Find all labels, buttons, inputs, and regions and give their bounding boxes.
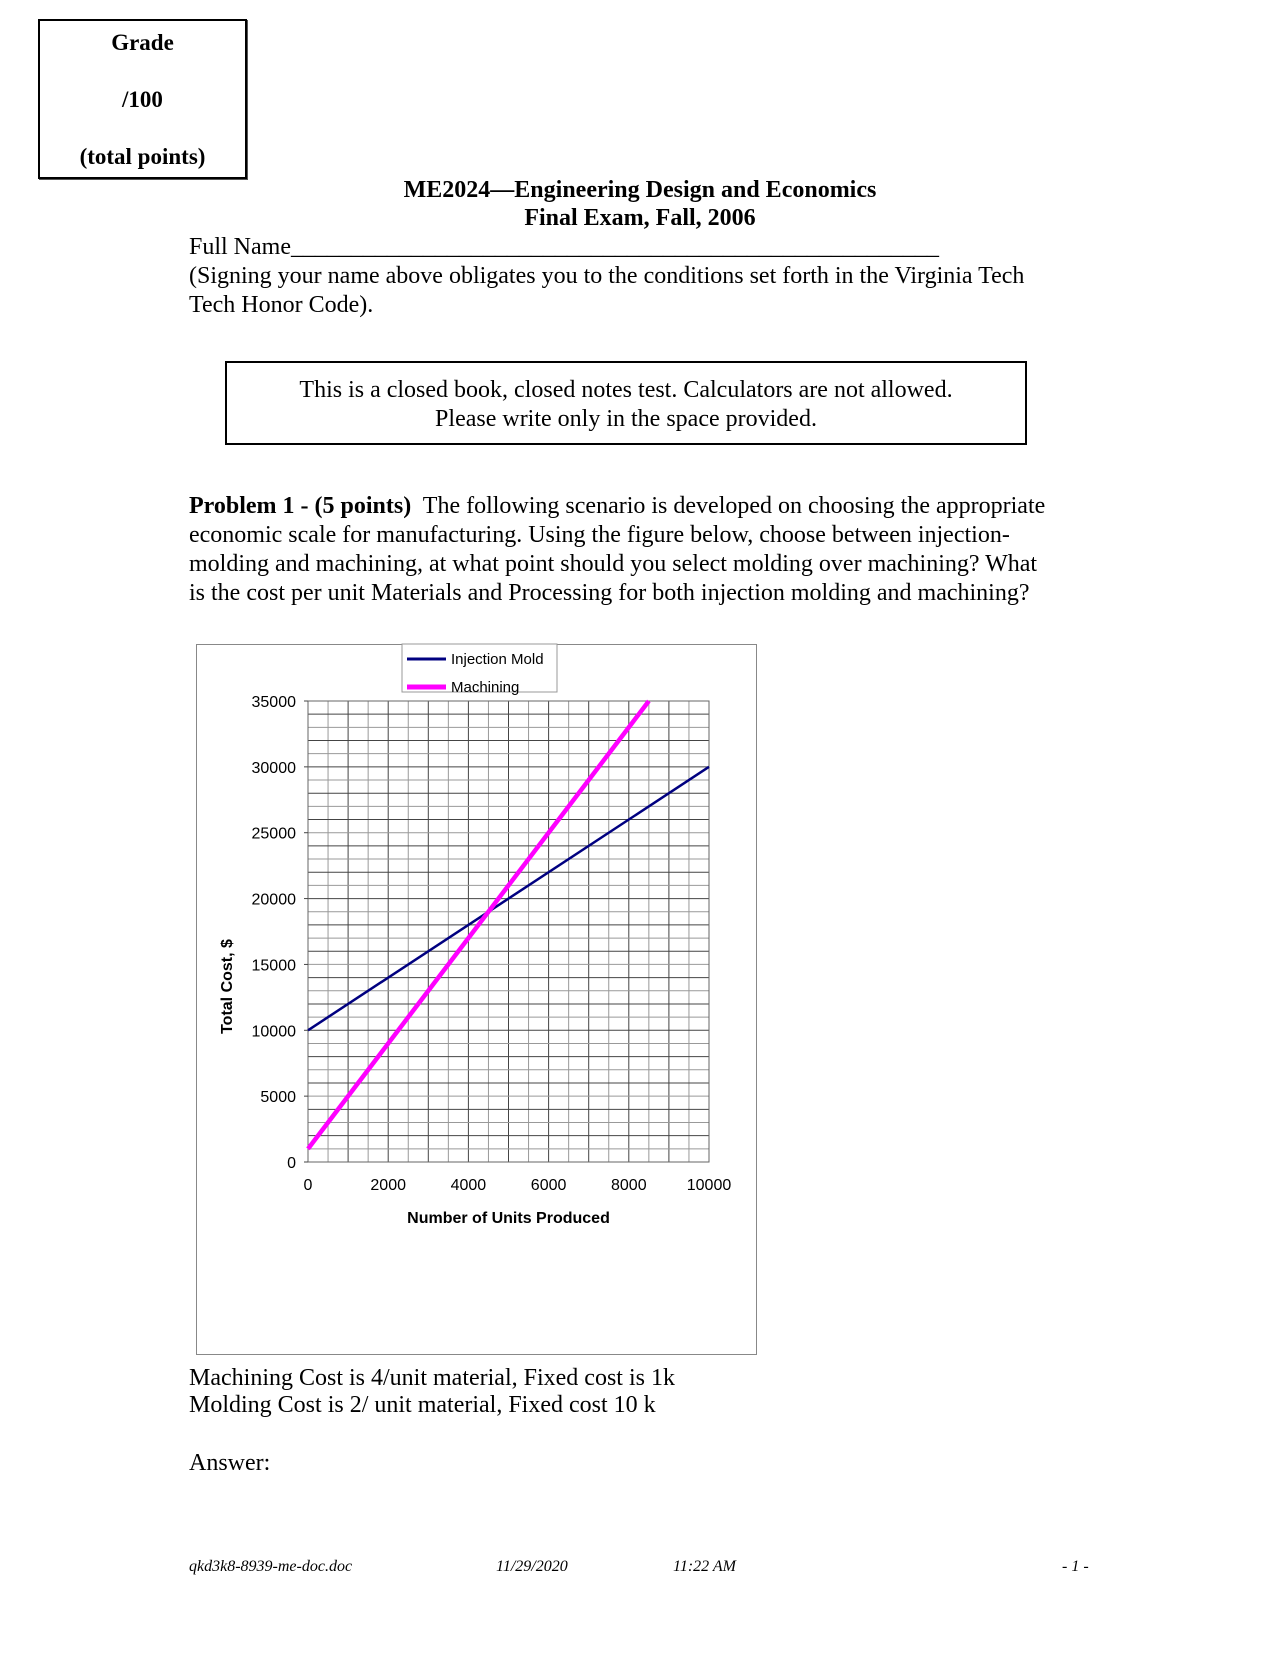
full-name-field[interactable]: ______________________________________________________: [291, 234, 939, 260]
answer-label: Answer:: [189, 1450, 271, 1476]
machining-note: Machining Cost is 4/unit material, Fixed cost is 1k: [189, 1365, 675, 1391]
honor-line-2: Tech Honor Code).: [189, 292, 374, 318]
y-tick-label: 35000: [251, 694, 296, 711]
course-title: ME2024—Engineering Design and Economics: [403, 177, 877, 203]
x-tick-label: 4000: [450, 1177, 487, 1194]
footer-date: 11/29/2020: [496, 1558, 568, 1575]
y-axis-label: Total Cost, $: [219, 939, 236, 1034]
footer-filename: qkd3k8-8939-me-doc.doc: [189, 1558, 353, 1575]
footer-page: - 1 -: [1062, 1558, 1089, 1575]
molding-note: Molding Cost is 2/ unit material, Fixed cost 10 k: [189, 1392, 656, 1418]
legend-label: Machining: [451, 679, 520, 696]
x-tick-label: 6000: [530, 1177, 567, 1194]
notice-line-1: This is a closed book, closed notes test. Calculators are not allowed.: [299, 377, 953, 403]
footer-time: 11:22 AM: [673, 1558, 736, 1575]
y-tick-label: 0: [287, 1155, 296, 1172]
x-tick-label: 10000: [686, 1177, 732, 1194]
x-tick-label: 8000: [611, 1177, 647, 1194]
x-axis-label: Number of Units Produced: [407, 1210, 610, 1227]
grade-score: /100: [122, 87, 163, 112]
x-tick-label: 2000: [370, 1177, 406, 1194]
full-name-label: Full Name: [189, 234, 291, 260]
y-tick-label: 10000: [251, 1023, 296, 1041]
exam-title: Final Exam, Fall, 2006: [524, 205, 756, 231]
problem-line-3: molding and machining, at what point should you select molding over machining? What: [189, 551, 1038, 577]
notice-line-2: Please write only in the space provided.: [435, 406, 817, 432]
grade-label: Grade: [111, 30, 174, 55]
grade-note: (total points): [79, 144, 206, 169]
honor-line-1: (Signing your name above obligates you to the conditions set forth in the Virginia Tech: [189, 263, 1025, 289]
legend-label: Injection Mold: [451, 651, 544, 668]
problem-line-4: is the cost per unit Materials and Processing for both injection molding and machining?: [189, 580, 1030, 606]
y-tick-label: 25000: [251, 825, 296, 843]
y-tick-label: 20000: [251, 891, 296, 909]
x-tick-label: 0: [303, 1177, 313, 1194]
problem-heading: Problem 1 - (5 points): [189, 493, 412, 519]
problem-line-2: economic scale for manufacturing. Using the figure below, choose between injection-: [189, 522, 1010, 548]
y-tick-label: 30000: [251, 759, 296, 777]
problem-text: The following scenario is developed on choosing the appropriate: [411, 493, 1046, 519]
y-tick-label: 15000: [251, 957, 296, 975]
y-tick-label: 5000: [260, 1089, 296, 1107]
